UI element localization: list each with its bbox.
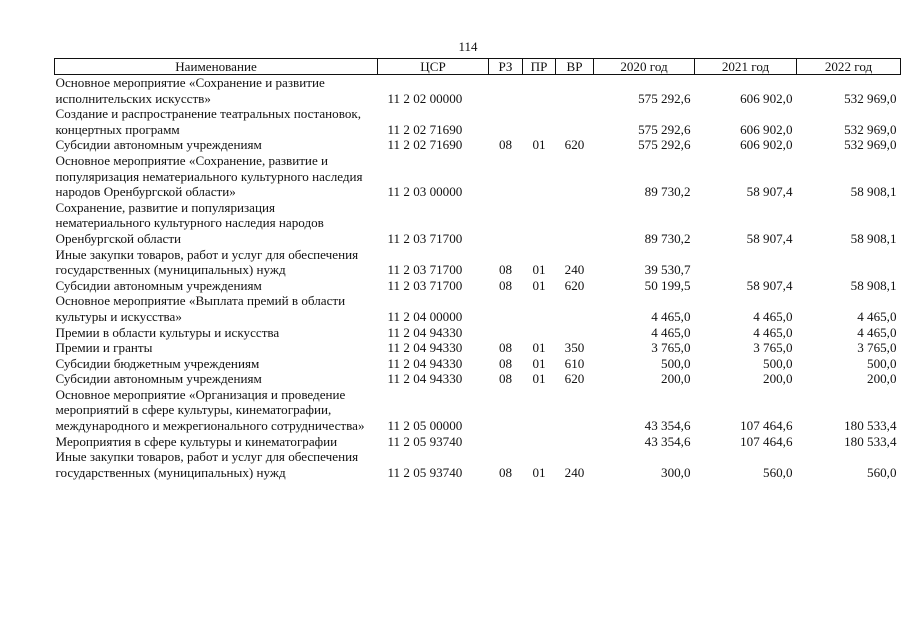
row-csr: 11 2 03 71700 (387, 230, 463, 246)
row-csr: 11 2 04 94330 (387, 355, 463, 371)
row-rz (489, 153, 523, 200)
row-csr: 11 2 05 93740 (387, 464, 463, 480)
row-csr: 11 2 02 71690 (387, 137, 463, 153)
row-pr: 01 (532, 464, 546, 480)
row-vr (556, 325, 594, 341)
row-vr (556, 153, 594, 200)
row-pr: 01 (532, 371, 546, 387)
row-rz: 08 (498, 340, 513, 356)
row-pr (523, 200, 556, 247)
row-name: Иные закупки товаров, работ и услуг для обеспечения государственных (муниципальных) нужд (55, 449, 359, 480)
table-header (55, 59, 901, 75)
row-name: Субсидии автономным учреждениям (55, 371, 262, 387)
header-2022: 2022 год (797, 59, 901, 75)
row-2020: 575 292,6 (638, 90, 691, 106)
row-pr: 01 (532, 277, 546, 293)
row-2022 (797, 247, 901, 278)
row-2021: 58 907,4 (746, 277, 793, 293)
row-rz (489, 200, 523, 247)
row-csr: 11 2 03 71700 (387, 277, 463, 293)
row-rz (489, 106, 523, 137)
row-rz: 08 (498, 262, 513, 278)
row-rz: 08 (498, 277, 513, 293)
row-2021: 107 464,6 (740, 433, 793, 449)
row-csr: 11 2 02 71690 (387, 121, 463, 137)
row-vr (556, 75, 594, 107)
row-2020: 43 354,6 (644, 418, 691, 434)
row-2022: 532 969,0 (844, 137, 897, 153)
row-2021: 107 464,6 (740, 418, 793, 434)
table-row (55, 371, 901, 387)
header-vr: ВР (556, 59, 594, 75)
table-row (55, 325, 901, 341)
row-name: Основное мероприятие «Сохранение и развитие исполнительских искусств» (55, 75, 325, 106)
row-vr (556, 293, 594, 324)
row-pr (523, 387, 556, 434)
row-csr: 11 2 04 94330 (387, 371, 463, 387)
row-2021: 606 902,0 (740, 137, 793, 153)
row-2021: 58 907,4 (746, 184, 793, 200)
row-2020: 200,0 (661, 371, 691, 387)
table-row (55, 356, 901, 372)
row-2020: 4 465,0 (651, 324, 691, 340)
table-row (55, 75, 901, 107)
row-2022: 58 908,1 (850, 277, 897, 293)
row-2022: 560,0 (867, 464, 897, 480)
row-vr: 620 (564, 137, 585, 153)
row-2020: 50 199,5 (644, 277, 691, 293)
table-row (55, 434, 901, 450)
row-2022: 4 465,0 (857, 324, 897, 340)
row-name: Субсидии автономным учреждениям (55, 277, 262, 293)
row-name: Субсидии автономным учреждениям (55, 137, 262, 153)
row-name: Премии и гранты (55, 340, 153, 356)
row-csr: 11 2 05 00000 (387, 418, 463, 434)
header-csr: ЦСР (378, 59, 489, 75)
row-vr (556, 200, 594, 247)
row-2021: 606 902,0 (740, 121, 793, 137)
row-name: Сохранение, развитие и популяризация нематериального культурного наследия народов Оренбургской области (55, 199, 324, 246)
row-pr: 01 (532, 137, 546, 153)
row-2021: 606 902,0 (740, 90, 793, 106)
row-vr: 240 (564, 262, 585, 278)
row-2021: 560,0 (763, 464, 793, 480)
row-rz: 08 (498, 371, 513, 387)
row-pr (523, 434, 556, 450)
row-2020: 43 354,6 (644, 433, 691, 449)
row-2020: 89 730,2 (644, 230, 691, 246)
row-rz (489, 325, 523, 341)
row-name: Иные закупки товаров, работ и услуг для обеспечения государственных (муниципальных) нужд (55, 246, 359, 278)
header-rz: РЗ (489, 59, 523, 75)
row-2022: 180 533,4 (844, 433, 897, 449)
row-vr: 240 (564, 464, 585, 480)
row-2022: 500,0 (867, 355, 897, 371)
table-row (55, 106, 901, 137)
header-2020: 2020 год (594, 59, 695, 75)
row-2022: 200,0 (867, 371, 897, 387)
row-2022: 58 908,1 (850, 184, 897, 200)
row-rz (489, 434, 523, 450)
row-vr: 620 (564, 277, 585, 293)
table-row (55, 293, 901, 324)
row-name: Субсидии бюджетным учреждениям (55, 355, 260, 371)
row-csr: 11 2 03 00000 (387, 184, 463, 200)
row-2022: 532 969,0 (844, 90, 897, 106)
table-row (55, 200, 901, 247)
table-row (55, 153, 901, 200)
row-pr (523, 293, 556, 324)
header-row (55, 59, 901, 75)
budget-table (54, 58, 901, 480)
row-pr: 01 (532, 355, 546, 371)
table-row (55, 137, 901, 153)
header-2021: 2021 год (695, 59, 797, 75)
row-name: Мероприятия в сфере культуры и кинематографии (55, 433, 338, 449)
row-csr: 11 2 03 71700 (387, 262, 463, 278)
row-pr (523, 325, 556, 341)
row-2021: 500,0 (763, 355, 793, 371)
row-rz: 08 (498, 355, 513, 371)
row-2021: 4 465,0 (753, 308, 793, 324)
row-csr: 11 2 05 93740 (387, 433, 463, 449)
row-rz (489, 387, 523, 434)
row-2022: 58 908,1 (850, 230, 897, 246)
row-2021: 4 465,0 (753, 324, 793, 340)
row-2022: 3 765,0 (857, 340, 897, 356)
row-2020: 89 730,2 (644, 184, 691, 200)
row-vr (556, 387, 594, 434)
row-pr (523, 106, 556, 137)
row-2020: 575 292,6 (638, 137, 691, 153)
row-name: Основное мероприятие «Сохранение, развитие и популяризация нематериального культурного наследия народов Оренбургской области» (55, 152, 363, 200)
row-2022: 532 969,0 (844, 121, 897, 137)
row-rz (489, 75, 523, 107)
row-vr (556, 434, 594, 450)
table-row (55, 247, 901, 278)
row-2022: 4 465,0 (857, 308, 897, 324)
table-row (55, 387, 901, 434)
row-2021: 3 765,0 (753, 340, 793, 356)
row-pr (523, 153, 556, 200)
row-csr: 11 2 02 00000 (387, 90, 463, 106)
row-name: Основное мероприятие «Организация и проведение мероприятий в сфере культуры, кинематографии, международного и межрегионального сотрудничества» (55, 386, 365, 434)
row-2020: 500,0 (661, 355, 691, 371)
row-pr: 01 (532, 340, 546, 356)
row-2021: 58 907,4 (746, 230, 793, 246)
row-vr: 620 (564, 371, 585, 387)
row-2020: 39 530,7 (644, 262, 691, 278)
row-2021: 200,0 (763, 371, 793, 387)
row-name: Создание и распространение театральных постановок, концертных программ (55, 106, 362, 137)
row-vr (556, 106, 594, 137)
row-vr: 610 (564, 355, 585, 371)
row-csr: 11 2 04 94330 (387, 324, 463, 340)
header-pr: ПР (523, 59, 556, 75)
row-2022: 180 533,4 (844, 418, 897, 434)
row-vr: 350 (564, 340, 585, 356)
row-pr (523, 75, 556, 107)
row-csr: 11 2 04 00000 (387, 308, 463, 324)
row-csr: 11 2 04 94330 (387, 340, 463, 356)
row-2021 (695, 247, 797, 278)
row-2020: 300,0 (661, 464, 691, 480)
row-name: Премии в области культуры и искусства (55, 324, 280, 340)
row-2020: 3 765,0 (651, 340, 691, 356)
page-number: 114 (458, 39, 478, 54)
row-2020: 575 292,6 (638, 121, 691, 137)
row-name: Основное мероприятие «Выплата премий в области культуры и искусства» (55, 293, 346, 324)
row-pr: 01 (532, 262, 546, 278)
row-2020: 4 465,0 (651, 308, 691, 324)
row-rz: 08 (498, 137, 513, 153)
table-row (55, 278, 901, 294)
row-rz: 08 (498, 464, 513, 480)
row-rz (489, 293, 523, 324)
header-name: Наименование (55, 59, 378, 75)
table-row (55, 449, 901, 480)
table-body (55, 75, 901, 481)
table-row (55, 340, 901, 356)
